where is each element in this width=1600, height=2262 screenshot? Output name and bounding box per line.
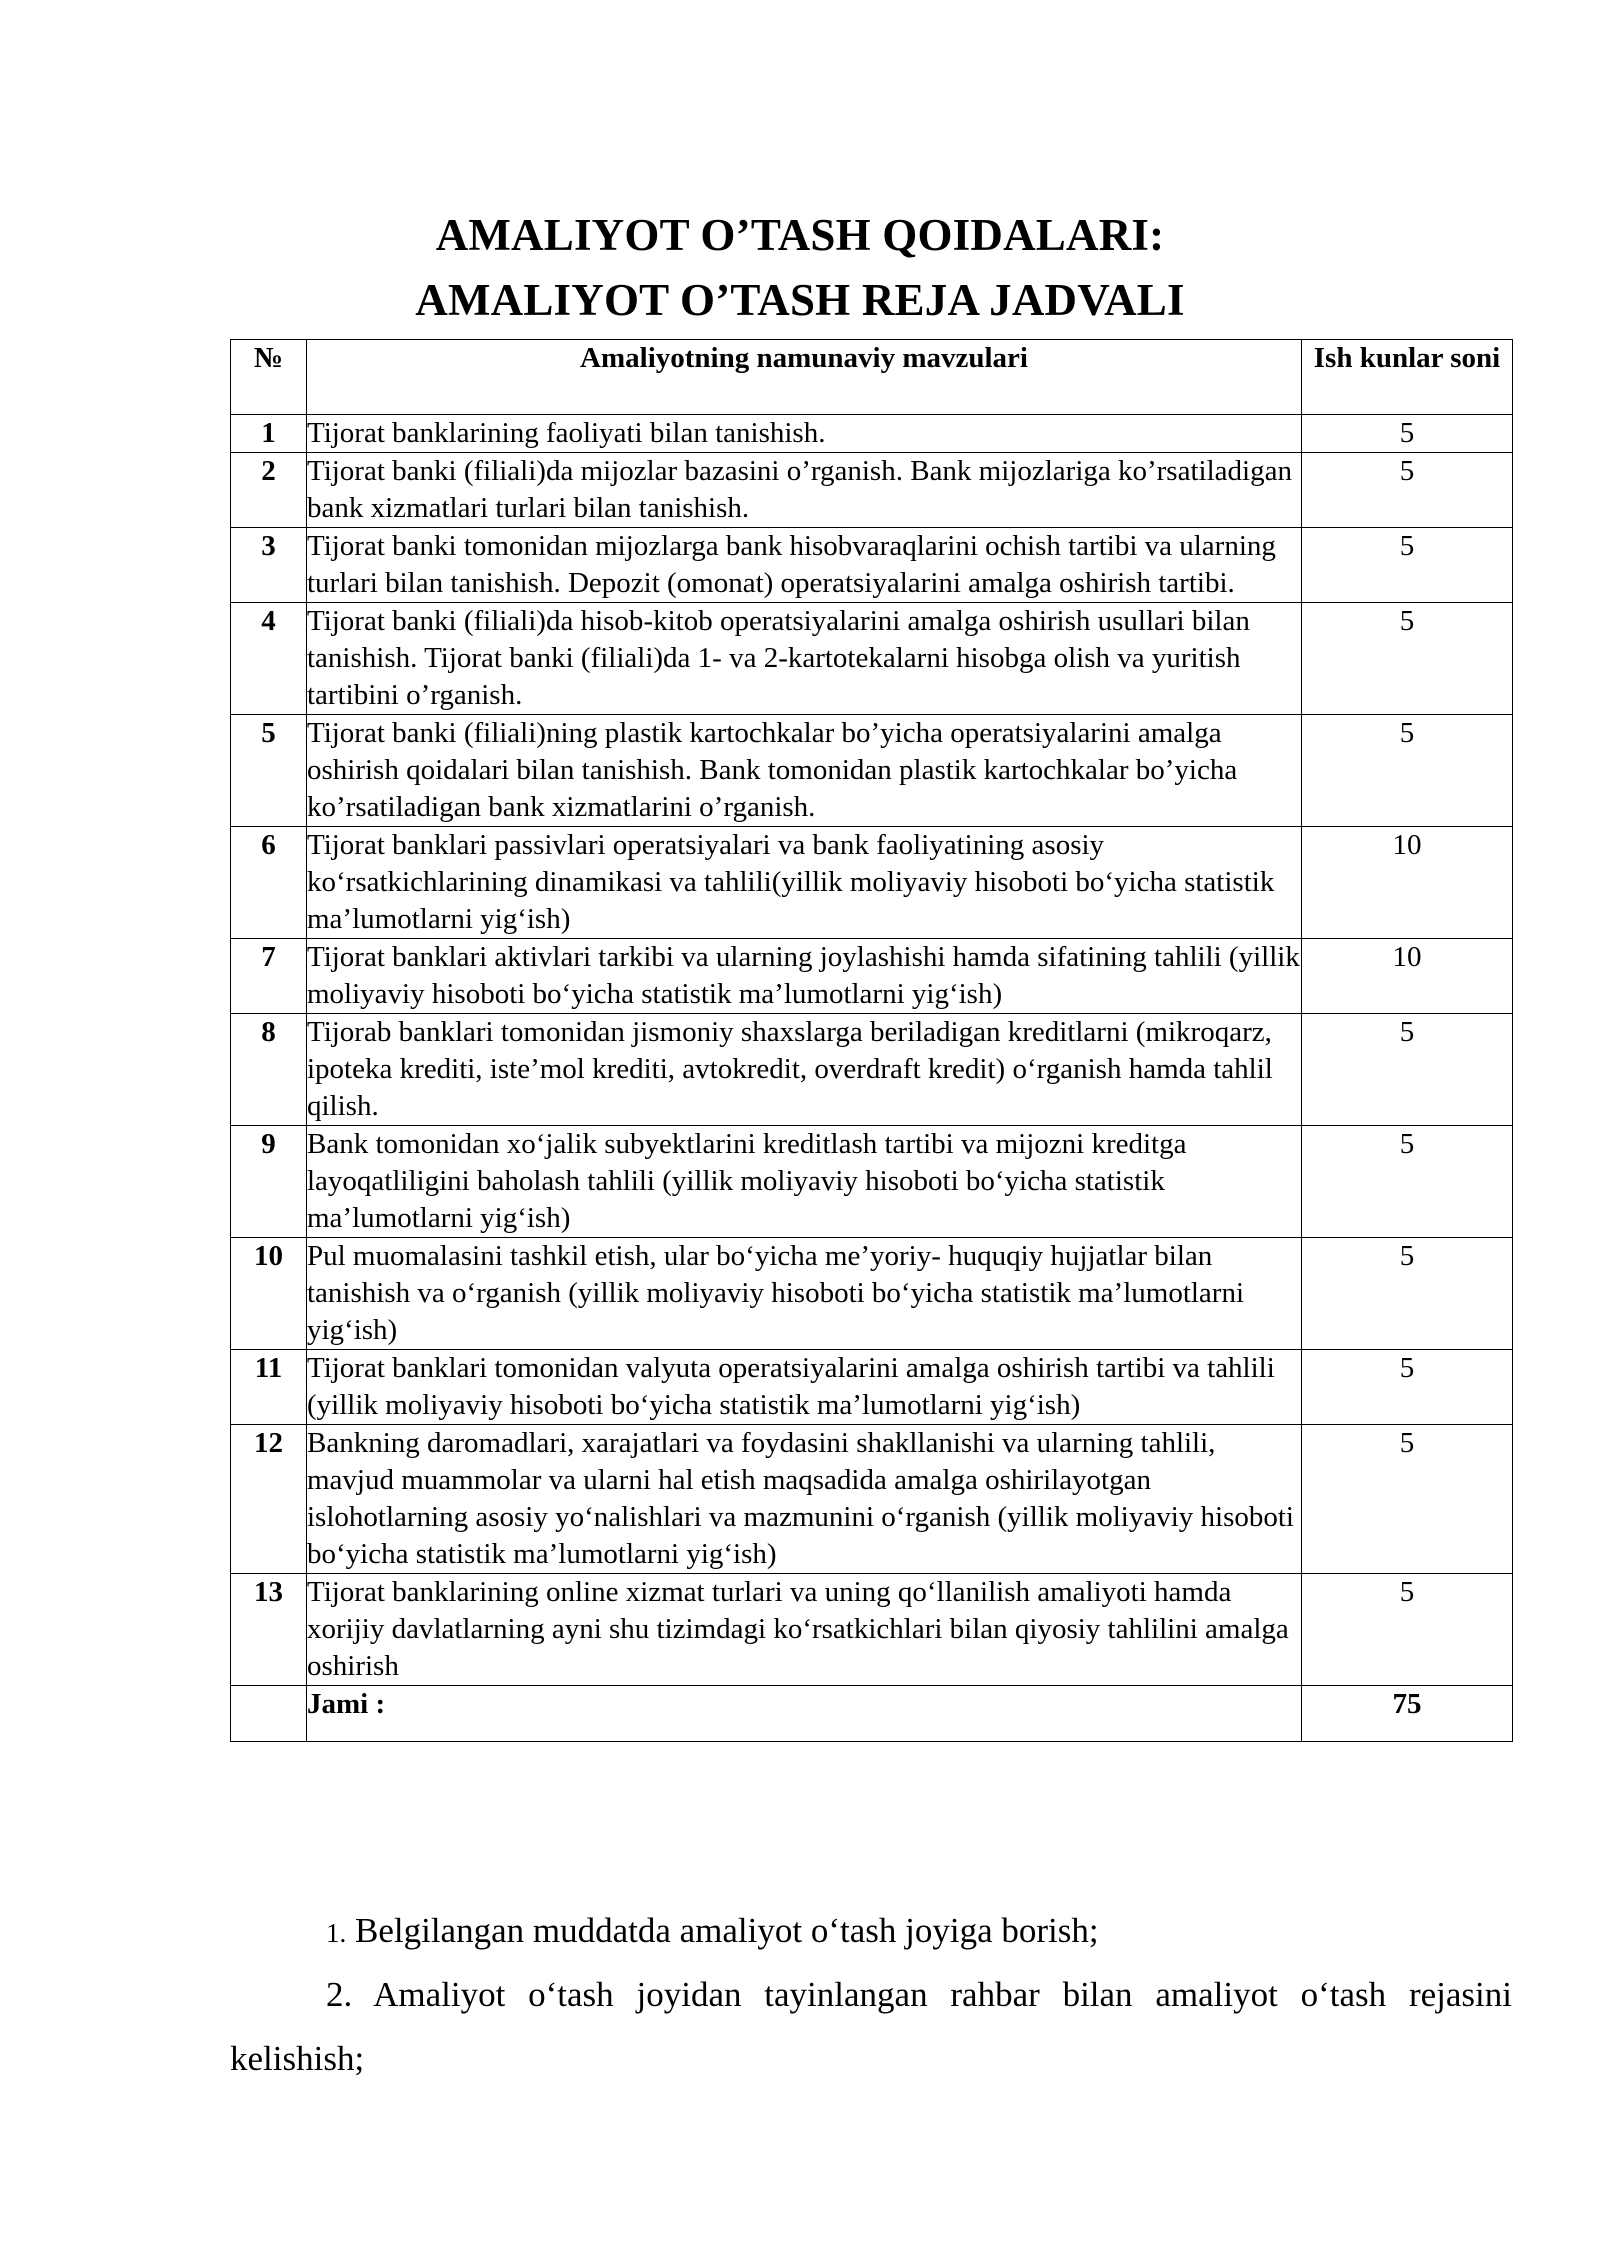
row-days: 10 [1302,827,1513,939]
row-number: 2 [231,453,307,528]
row-days: 5 [1302,415,1513,453]
table-row [231,1238,1513,1350]
row-topic: Tijorat banki (filiali)da hisob-kitob operatsiyalarini amalga oshirish usullari bilan tanishish. Tijorat banki (filiali)da 1- va 2-kartotekalarni hisobga olish va yuritish tartibini o’rganish. [307,603,1302,715]
table-header-row [231,340,1513,415]
row-number: 4 [231,603,307,715]
row-topic: Pul muomalasini tashkil etish, ular bo‘yicha me’yoriy- huquqiy hujjatlar bilan tanishish va o‘rganish (yillik moliyaviy hisoboti bo‘yicha statistik ma’lumotlarni yig‘ish) [307,1238,1302,1350]
row-days: 5 [1302,603,1513,715]
row-topic: Tijorab banklari tomonidan jismoniy shaxslarga beriladigan kreditlarni (mikroqarz, ipoteka krediti, iste’mol krediti, avtokredit, overdraft kredit) o‘rganish hamda tahlil qilish. [307,1014,1302,1126]
table-row [231,1350,1513,1425]
row-number: 1 [231,415,307,453]
table-row [231,827,1513,939]
practice-plan-table [230,339,1513,1742]
row-topic: Bankning daromadlari, xarajatlari va foydasini shakllanishi va ularning tahlili, mavjud muammolar va ularni hal etish maqsadida amalga oshirilayotgan islohotlarning asosiy yo‘nalishlari va mazmunini o‘rganish (yillik moliyaviy hisoboti bo‘yicha statistik ma’lumotlarni yig‘ish) [307,1425,1302,1574]
table-row [231,603,1513,715]
rule-item-1-text: Belgilangan muddatda amaliyot o‘tash joyiga borish; [355,1911,1099,1950]
table-body [231,415,1513,1686]
row-days: 5 [1302,1350,1513,1425]
row-number: 9 [231,1126,307,1238]
row-days: 5 [1302,1425,1513,1574]
table-row [231,528,1513,603]
table-row [231,415,1513,453]
row-topic: Tijorat banklari passivlari operatsiyalari va bank faoliyatining asosiy ko‘rsatkichlarining dinamikasi va tahlili(yillik moliyaviy hisoboti bo‘yicha statistik ma’lumotlarni yig‘ish) [307,827,1302,939]
row-days: 5 [1302,1126,1513,1238]
table-row [231,939,1513,1014]
total-label: Jami : [307,1686,1302,1742]
document-title-line2: AMALIYOT O’TASH REJA JADVALI [415,275,1185,325]
header-number: № [231,340,307,415]
row-number: 10 [231,1238,307,1350]
document-title-line1: AMALIYOT O’TASH QOIDALARI: [435,210,1165,260]
row-topic: Tijorat banklari aktivlari tarkibi va ularning joylashishi hamda sifatining tahlili (yillik moliyaviy hisoboti bo‘yicha statistik ma’lumotlarni yig‘ish) [307,939,1302,1014]
row-days: 5 [1302,1014,1513,1126]
table-row [231,1574,1513,1686]
rule-item-2: 2. Amaliyot o‘tash joyidan tayinlangan rahbar bilan amaliyot o‘tash rejasini [326,1975,1512,2014]
row-topic: Tijorat banki (filiali)da mijozlar bazasini o’rganish. Bank mijozlariga ko’rsatiladigan bank xizmatlari turlari bilan tanishish. [307,453,1302,528]
row-topic: Tijorat banki tomonidan mijozlarga bank hisobvaraqlarini ochish tartibi va ularning turlari bilan tanishish. Depozit (omonat) operatsiyalarini amalga oshirish tartibi. [307,528,1302,603]
row-days: 5 [1302,715,1513,827]
rule-item-1-number: 1. [326,1918,347,1948]
row-topic: Tijorat banklari tomonidan valyuta operatsiyalarini amalga oshirish tartibi va tahlili (yillik moliyaviy hisoboti bo‘yicha statistik ma’lumotlarni yig‘ish) [307,1350,1302,1425]
row-number: 5 [231,715,307,827]
table-row [231,1425,1513,1574]
row-number: 3 [231,528,307,603]
row-topic: Tijorat banklarining faoliyati bilan tanishish. [307,415,1302,453]
table-row [231,453,1513,528]
row-days: 5 [1302,453,1513,528]
row-days: 5 [1302,528,1513,603]
header-days: Ish kunlar soni [1302,340,1513,415]
total-days: 75 [1302,1686,1513,1742]
table-row [231,1126,1513,1238]
row-number: 11 [231,1350,307,1425]
row-topic: Tijorat banki (filiali)ning plastik kartochkalar bo’yicha operatsiyalarini amalga oshirish qoidalari bilan tanishish. Bank tomonidan plastik kartochkalar bo’yicha ko’rsatiladigan bank xizmatlarini o’rganish. [307,715,1302,827]
row-number: 8 [231,1014,307,1126]
rule-item-1 [326,1913,1099,1948]
row-number: 7 [231,939,307,1014]
row-topic: Tijorat banklarining online xizmat turlari va uning qo‘llanilish amaliyoti hamda xorijiy davlatlarning ayni shu tizimdagi ko‘rsatkichlari bilan qiyosiy tahlilini amalga oshirish [307,1574,1302,1686]
row-number: 13 [231,1574,307,1686]
rule-item-2-continuation: kelishish; [230,2039,365,2078]
row-days: 5 [1302,1238,1513,1350]
row-number: 6 [231,827,307,939]
row-days: 5 [1302,1574,1513,1686]
row-days: 10 [1302,939,1513,1014]
header-topics: Amaliyotning namunaviy mavzulari [307,340,1302,415]
row-topic: Bank tomonidan xo‘jalik subyektlarini kreditlash tartibi va mijozni kreditga layoqatliligini baholash tahlili (yillik moliyaviy hisoboti bo‘yicha statistik ma’lumotlarni yig‘ish) [307,1126,1302,1238]
total-number-cell [231,1686,307,1742]
table-total-row [231,1686,1513,1742]
table-row [231,715,1513,827]
row-number: 12 [231,1425,307,1574]
table-row [231,1014,1513,1126]
